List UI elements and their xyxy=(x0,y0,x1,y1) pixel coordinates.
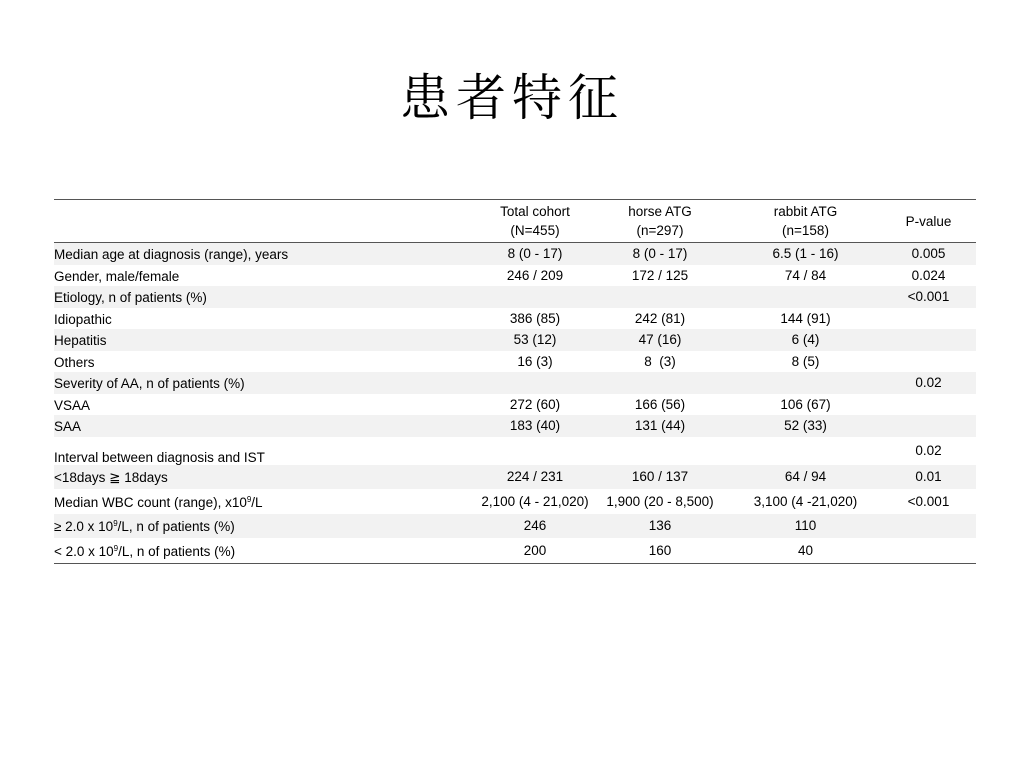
cell-horse: 47 (16) xyxy=(590,329,730,351)
cell-total: 2,100 (4 - 21,020) xyxy=(481,493,589,509)
row-label: < 2.0 x $10^9/L$, n of patients (%) xyxy=(54,538,480,563)
cell-p-value xyxy=(881,415,976,437)
table-row xyxy=(54,437,976,465)
row-label: Idiopathic xyxy=(54,311,112,327)
row-label: SAA xyxy=(54,415,480,437)
cell-horse: 166 (56) xyxy=(634,396,686,412)
table-row xyxy=(54,394,976,416)
cell-rabbit xyxy=(730,437,881,465)
cell-total: 386 (85) xyxy=(509,310,561,326)
cell-total: 272 (60) xyxy=(509,396,561,412)
cell-horse xyxy=(590,372,730,394)
cell-p-value: <0.001 xyxy=(907,493,950,509)
cell-rabbit: 106 (67) xyxy=(780,396,831,412)
cell-rabbit: 110 xyxy=(730,514,881,539)
row-label: Median WBC count (range), $x10^9/L$ xyxy=(54,494,263,510)
page-title: 患者特征 xyxy=(400,69,624,127)
table-row xyxy=(54,514,976,539)
table-row xyxy=(54,465,976,490)
cell-rabbit: 52 (33) xyxy=(730,415,881,437)
patient-characteristics-table xyxy=(54,199,976,564)
cell-rabbit xyxy=(730,372,881,394)
cell-rabbit: 40 xyxy=(730,538,881,563)
row-label: <18days ≧ 18days xyxy=(54,465,480,490)
header-p-value: P-value xyxy=(881,200,976,243)
cell-horse xyxy=(590,286,730,308)
cell-total: 8 (0 - 17) xyxy=(480,243,590,265)
cell-rabbit: 8 (5) xyxy=(791,353,820,369)
cell-p-value: 0.02 xyxy=(881,372,976,394)
row-label: Hepatitis xyxy=(54,329,480,351)
cell-total: 224 / 231 xyxy=(480,465,590,490)
cell-rabbit: 3,100 (4 -21,020) xyxy=(753,493,858,509)
row-label: Interval between diagnosis and IST xyxy=(54,449,265,465)
cell-rabbit: 74 / 84 xyxy=(784,267,827,283)
cell-total xyxy=(480,372,590,394)
cell-p-value xyxy=(881,394,976,416)
cell-p-value: 0.02 xyxy=(915,443,942,458)
cell-total: 246 / 209 xyxy=(506,267,564,283)
cell-p-value: 0.005 xyxy=(881,243,976,265)
header-label-column xyxy=(54,200,480,243)
cell-total: 200 xyxy=(480,538,590,563)
table-row xyxy=(54,329,976,351)
row-label: Median age at diagnosis (range), years xyxy=(54,243,480,265)
cell-horse: 160 / 137 xyxy=(590,465,730,490)
cell-total xyxy=(480,437,590,465)
cell-p-value xyxy=(881,514,976,539)
cell-horse: 8 (0 - 17) xyxy=(590,243,730,265)
cell-horse: 131 (44) xyxy=(590,415,730,437)
table-row xyxy=(54,489,976,514)
cell-horse: 242 (81) xyxy=(634,310,686,326)
header-rabbit-atg: rabbit ATG (n=158) xyxy=(730,200,881,243)
cell-rabbit xyxy=(730,286,881,308)
table-row xyxy=(54,415,976,437)
cell-p-value xyxy=(881,351,976,373)
cell-horse: 172 / 125 xyxy=(631,267,689,283)
table-row xyxy=(54,265,976,287)
row-label: ≥ 2.0 x $10^9/L$, n of patients (%) xyxy=(54,514,480,539)
header-total-cohort: Total cohort (N=455) xyxy=(480,200,590,243)
header-horse-atg: horse ATG (n=297) xyxy=(590,200,730,243)
cell-total: 16 (3) xyxy=(517,353,553,369)
table-row xyxy=(54,308,976,330)
row-label: Others xyxy=(54,354,95,370)
cell-p-value: 0.024 xyxy=(911,267,946,283)
cell-horse: 1,900 (20 - 8,500) xyxy=(606,493,714,509)
table-row xyxy=(54,538,976,563)
cell-horse: 160 xyxy=(590,538,730,563)
row-label: Etiology, n of patients (%) xyxy=(54,286,480,308)
cell-p-value: 0.01 xyxy=(881,465,976,490)
cell-total: 53 (12) xyxy=(480,329,590,351)
cell-p-value: <0.001 xyxy=(881,286,976,308)
cell-rabbit: 6 (4) xyxy=(730,329,881,351)
table-row xyxy=(54,372,976,394)
cell-total xyxy=(480,286,590,308)
cell-total: 183 (40) xyxy=(480,415,590,437)
cell-p-value xyxy=(881,538,976,563)
cell-rabbit: 6.5 (1 - 16) xyxy=(730,243,881,265)
cell-horse: 8 (3) xyxy=(644,353,676,369)
cell-rabbit: 144 (91) xyxy=(780,310,831,326)
cell-p-value xyxy=(881,308,976,330)
cell-horse: 136 xyxy=(590,514,730,539)
table-row xyxy=(54,286,976,308)
cell-total: 246 xyxy=(480,514,590,539)
cell-rabbit: 64 / 94 xyxy=(730,465,881,490)
row-label: Gender, male/female xyxy=(54,268,180,284)
table-row xyxy=(54,351,976,373)
table-row xyxy=(54,243,976,265)
cell-p-value xyxy=(881,329,976,351)
row-label: VSAA xyxy=(54,397,91,413)
cell-horse xyxy=(590,437,730,465)
table-header-row xyxy=(54,200,976,243)
row-label: Severity of AA, n of patients (%) xyxy=(54,372,480,394)
